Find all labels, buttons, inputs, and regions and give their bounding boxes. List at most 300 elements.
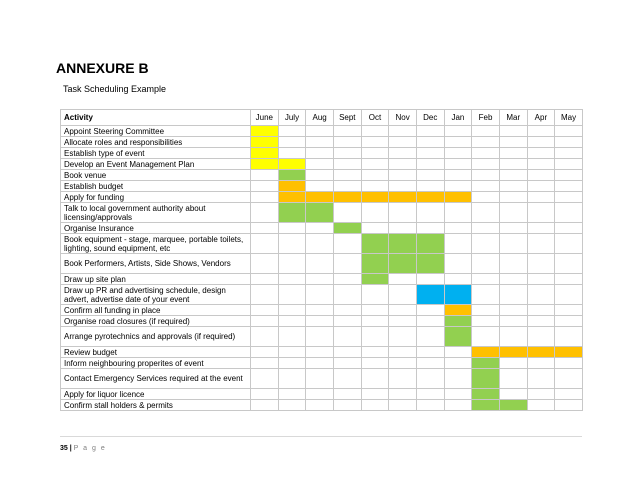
month-header: Dec: [416, 110, 444, 126]
schedule-empty-cell: [333, 137, 361, 148]
schedule-empty-cell: [472, 223, 500, 234]
schedule-empty-cell: [527, 327, 555, 347]
schedule-empty-cell: [444, 254, 472, 274]
schedule-empty-cell: [278, 137, 306, 148]
schedule-empty-cell: [251, 223, 279, 234]
schedule-empty-cell: [444, 126, 472, 137]
table-row: [61, 159, 583, 170]
schedule-bar-cell: [361, 254, 389, 274]
schedule-empty-cell: [333, 369, 361, 389]
schedule-empty-cell: [416, 137, 444, 148]
schedule-empty-cell: [416, 170, 444, 181]
activity-cell: Book equipment - stage, marquee, portable toilets, lighting, sound equipment, etc: [61, 234, 251, 254]
table-row: [61, 327, 583, 347]
month-header: Feb: [472, 110, 500, 126]
schedule-bar-cell: [333, 223, 361, 234]
schedule-empty-cell: [306, 223, 334, 234]
schedule-empty-cell: [333, 274, 361, 285]
schedule-empty-cell: [333, 203, 361, 223]
schedule-empty-cell: [306, 148, 334, 159]
schedule-empty-cell: [527, 254, 555, 274]
schedule-bar-cell: [472, 389, 500, 400]
schedule-empty-cell: [389, 159, 417, 170]
schedule-empty-cell: [333, 159, 361, 170]
schedule-empty-cell: [251, 327, 279, 347]
activity-cell: Draw up site plan: [61, 274, 251, 285]
schedule-empty-cell: [389, 316, 417, 327]
schedule-empty-cell: [555, 159, 583, 170]
schedule-empty-cell: [555, 327, 583, 347]
schedule-empty-cell: [527, 170, 555, 181]
schedule-empty-cell: [416, 148, 444, 159]
schedule-empty-cell: [278, 254, 306, 274]
schedule-empty-cell: [251, 305, 279, 316]
activity-cell: Draw up PR and advertising schedule, design advert, advertise date of your event: [61, 285, 251, 305]
schedule-empty-cell: [333, 181, 361, 192]
activity-cell: Apply for funding: [61, 192, 251, 203]
schedule-empty-cell: [527, 192, 555, 203]
schedule-empty-cell: [251, 234, 279, 254]
schedule-empty-cell: [499, 203, 527, 223]
schedule-bar-cell: [416, 285, 444, 305]
schedule-empty-cell: [444, 181, 472, 192]
schedule-empty-cell: [389, 389, 417, 400]
schedule-empty-cell: [527, 203, 555, 223]
schedule-empty-cell: [251, 400, 279, 411]
schedule-empty-cell: [306, 254, 334, 274]
schedule-empty-cell: [527, 148, 555, 159]
table-row: [61, 148, 583, 159]
schedule-empty-cell: [389, 274, 417, 285]
schedule-bar-cell: [444, 192, 472, 203]
schedule-empty-cell: [306, 400, 334, 411]
schedule-empty-cell: [444, 347, 472, 358]
schedule-empty-cell: [416, 305, 444, 316]
table-row: [61, 203, 583, 223]
schedule-empty-cell: [416, 316, 444, 327]
activity-cell: Organise road closures (if required): [61, 316, 251, 327]
table-row: [61, 254, 583, 274]
schedule-bar-cell: [251, 148, 279, 159]
schedule-empty-cell: [499, 316, 527, 327]
activity-cell: Develop an Event Management Plan: [61, 159, 251, 170]
activity-cell: Book Performers, Artists, Side Shows, Vendors: [61, 254, 251, 274]
schedule-empty-cell: [472, 285, 500, 305]
month-header: Nov: [389, 110, 417, 126]
table-row: [61, 369, 583, 389]
schedule-empty-cell: [527, 389, 555, 400]
schedule-empty-cell: [333, 254, 361, 274]
schedule-empty-cell: [472, 159, 500, 170]
schedule-empty-cell: [555, 369, 583, 389]
schedule-empty-cell: [527, 234, 555, 254]
schedule-empty-cell: [361, 305, 389, 316]
schedule-empty-cell: [389, 347, 417, 358]
table-row: [61, 358, 583, 369]
schedule-bar-cell: [278, 159, 306, 170]
schedule-empty-cell: [444, 148, 472, 159]
schedule-bar-cell: [389, 234, 417, 254]
table-row: [61, 400, 583, 411]
schedule-empty-cell: [306, 358, 334, 369]
schedule-empty-cell: [361, 148, 389, 159]
schedule-empty-cell: [389, 203, 417, 223]
schedule-empty-cell: [278, 358, 306, 369]
schedule-bar-cell: [361, 234, 389, 254]
task-schedule-table: [60, 109, 583, 411]
schedule-bar-cell: [472, 369, 500, 389]
schedule-empty-cell: [333, 347, 361, 358]
schedule-bar-cell: [416, 192, 444, 203]
schedule-empty-cell: [251, 389, 279, 400]
schedule-empty-cell: [306, 305, 334, 316]
schedule-empty-cell: [416, 126, 444, 137]
schedule-bar-cell: [416, 234, 444, 254]
schedule-empty-cell: [499, 137, 527, 148]
schedule-empty-cell: [278, 369, 306, 389]
schedule-bar-cell: [251, 126, 279, 137]
schedule-empty-cell: [251, 181, 279, 192]
schedule-empty-cell: [416, 400, 444, 411]
schedule-empty-cell: [306, 170, 334, 181]
schedule-empty-cell: [361, 285, 389, 305]
schedule-bar-cell: [472, 347, 500, 358]
schedule-empty-cell: [416, 389, 444, 400]
schedule-empty-cell: [278, 223, 306, 234]
schedule-empty-cell: [251, 254, 279, 274]
schedule-empty-cell: [499, 126, 527, 137]
table-row: [61, 285, 583, 305]
schedule-empty-cell: [306, 389, 334, 400]
schedule-empty-cell: [416, 159, 444, 170]
schedule-empty-cell: [251, 170, 279, 181]
footer-separator: |: [69, 445, 72, 452]
schedule-empty-cell: [361, 316, 389, 327]
schedule-empty-cell: [472, 234, 500, 254]
schedule-empty-cell: [278, 148, 306, 159]
activity-cell: Allocate roles and responsibilities: [61, 137, 251, 148]
schedule-empty-cell: [499, 223, 527, 234]
schedule-empty-cell: [389, 285, 417, 305]
schedule-empty-cell: [416, 369, 444, 389]
schedule-empty-cell: [499, 358, 527, 369]
activity-cell: Review budget: [61, 347, 251, 358]
table-header-row: [61, 110, 583, 126]
schedule-bar-cell: [444, 285, 472, 305]
schedule-empty-cell: [416, 358, 444, 369]
schedule-empty-cell: [333, 389, 361, 400]
activity-cell: Arrange pyrotechnics and approvals (if required): [61, 327, 251, 347]
schedule-empty-cell: [472, 137, 500, 148]
schedule-empty-cell: [555, 192, 583, 203]
schedule-bar-cell: [306, 203, 334, 223]
schedule-empty-cell: [333, 148, 361, 159]
schedule-empty-cell: [333, 285, 361, 305]
schedule-bar-cell: [472, 358, 500, 369]
schedule-empty-cell: [251, 358, 279, 369]
schedule-empty-cell: [555, 234, 583, 254]
schedule-empty-cell: [333, 234, 361, 254]
schedule-empty-cell: [555, 170, 583, 181]
schedule-empty-cell: [306, 234, 334, 254]
activity-cell: Book venue: [61, 170, 251, 181]
schedule-empty-cell: [333, 327, 361, 347]
activity-header: Activity: [61, 110, 251, 126]
schedule-empty-cell: [278, 316, 306, 327]
table-body: [61, 126, 583, 411]
schedule-empty-cell: [527, 274, 555, 285]
schedule-empty-cell: [361, 347, 389, 358]
schedule-empty-cell: [472, 181, 500, 192]
schedule-empty-cell: [306, 347, 334, 358]
schedule-empty-cell: [472, 327, 500, 347]
schedule-empty-cell: [555, 358, 583, 369]
activity-cell: Contact Emergency Services required at the event: [61, 369, 251, 389]
schedule-empty-cell: [389, 305, 417, 316]
schedule-empty-cell: [278, 285, 306, 305]
schedule-bar-cell: [499, 400, 527, 411]
schedule-empty-cell: [416, 327, 444, 347]
schedule-empty-cell: [251, 203, 279, 223]
schedule-empty-cell: [389, 126, 417, 137]
schedule-empty-cell: [306, 369, 334, 389]
schedule-empty-cell: [361, 170, 389, 181]
schedule-empty-cell: [389, 327, 417, 347]
schedule-bar-cell: [499, 347, 527, 358]
page-title: ANNEXURE B: [56, 60, 149, 76]
schedule-empty-cell: [472, 126, 500, 137]
schedule-empty-cell: [499, 254, 527, 274]
schedule-empty-cell: [527, 285, 555, 305]
schedule-empty-cell: [389, 369, 417, 389]
schedule-empty-cell: [333, 305, 361, 316]
schedule-empty-cell: [555, 148, 583, 159]
month-header: Mar: [499, 110, 527, 126]
schedule-empty-cell: [278, 234, 306, 254]
schedule-empty-cell: [499, 159, 527, 170]
activity-cell: Establish budget: [61, 181, 251, 192]
schedule-bar-cell: [278, 203, 306, 223]
month-header: Aug: [306, 110, 334, 126]
schedule-empty-cell: [444, 389, 472, 400]
schedule-empty-cell: [361, 126, 389, 137]
schedule-empty-cell: [499, 192, 527, 203]
schedule-empty-cell: [527, 223, 555, 234]
table-row: [61, 316, 583, 327]
schedule-bar-cell: [444, 305, 472, 316]
schedule-empty-cell: [527, 137, 555, 148]
schedule-empty-cell: [251, 369, 279, 389]
schedule-empty-cell: [306, 137, 334, 148]
table-row: [61, 181, 583, 192]
schedule-empty-cell: [472, 274, 500, 285]
schedule-empty-cell: [361, 159, 389, 170]
table-row: [61, 192, 583, 203]
schedule-empty-cell: [416, 274, 444, 285]
schedule-empty-cell: [555, 400, 583, 411]
schedule-empty-cell: [444, 203, 472, 223]
table-row: [61, 305, 583, 316]
schedule-bar-cell: [444, 327, 472, 347]
schedule-empty-cell: [527, 305, 555, 316]
schedule-empty-cell: [361, 203, 389, 223]
schedule-empty-cell: [555, 223, 583, 234]
schedule-empty-cell: [278, 327, 306, 347]
schedule-bar-cell: [527, 347, 555, 358]
table-row: [61, 234, 583, 254]
schedule-empty-cell: [472, 192, 500, 203]
schedule-empty-cell: [416, 223, 444, 234]
schedule-empty-cell: [306, 316, 334, 327]
schedule-empty-cell: [361, 327, 389, 347]
schedule-empty-cell: [333, 358, 361, 369]
activity-cell: Confirm all funding in place: [61, 305, 251, 316]
schedule-empty-cell: [278, 126, 306, 137]
schedule-empty-cell: [499, 305, 527, 316]
schedule-empty-cell: [333, 316, 361, 327]
schedule-empty-cell: [251, 347, 279, 358]
schedule-bar-cell: [278, 170, 306, 181]
schedule-bar-cell: [472, 400, 500, 411]
schedule-empty-cell: [555, 137, 583, 148]
schedule-empty-cell: [278, 400, 306, 411]
schedule-empty-cell: [278, 274, 306, 285]
schedule-empty-cell: [333, 170, 361, 181]
schedule-empty-cell: [278, 305, 306, 316]
schedule-bar-cell: [555, 347, 583, 358]
schedule-empty-cell: [499, 170, 527, 181]
activity-cell: Inform neighbouring properites of event: [61, 358, 251, 369]
schedule-empty-cell: [555, 203, 583, 223]
schedule-empty-cell: [499, 389, 527, 400]
schedule-empty-cell: [527, 369, 555, 389]
schedule-empty-cell: [361, 223, 389, 234]
table-row: [61, 137, 583, 148]
table-row: [61, 274, 583, 285]
month-header: Sept: [333, 110, 361, 126]
schedule-empty-cell: [416, 347, 444, 358]
schedule-empty-cell: [444, 369, 472, 389]
schedule-empty-cell: [251, 285, 279, 305]
schedule-bar-cell: [389, 254, 417, 274]
schedule-empty-cell: [499, 181, 527, 192]
schedule-empty-cell: [251, 274, 279, 285]
schedule-empty-cell: [555, 181, 583, 192]
schedule-empty-cell: [361, 181, 389, 192]
schedule-empty-cell: [306, 159, 334, 170]
schedule-bar-cell: [306, 192, 334, 203]
activity-cell: Organise Insurance: [61, 223, 251, 234]
schedule-empty-cell: [499, 285, 527, 305]
month-header: May: [555, 110, 583, 126]
schedule-empty-cell: [251, 316, 279, 327]
schedule-empty-cell: [527, 126, 555, 137]
schedule-empty-cell: [278, 347, 306, 358]
table-row: [61, 223, 583, 234]
schedule-empty-cell: [527, 400, 555, 411]
schedule-bar-cell: [251, 137, 279, 148]
table-row: [61, 126, 583, 137]
schedule-empty-cell: [555, 305, 583, 316]
activity-cell: Establish type of event: [61, 148, 251, 159]
activity-cell: Apply for liquor licence: [61, 389, 251, 400]
schedule-empty-cell: [389, 400, 417, 411]
schedule-empty-cell: [361, 369, 389, 389]
schedule-empty-cell: [306, 126, 334, 137]
schedule-bar-cell: [361, 192, 389, 203]
schedule-empty-cell: [278, 389, 306, 400]
month-header: June: [251, 110, 279, 126]
schedule-empty-cell: [361, 400, 389, 411]
schedule-empty-cell: [527, 181, 555, 192]
schedule-empty-cell: [389, 223, 417, 234]
schedule-empty-cell: [444, 137, 472, 148]
schedule-empty-cell: [444, 358, 472, 369]
month-header: Jan: [444, 110, 472, 126]
schedule-empty-cell: [555, 274, 583, 285]
schedule-empty-cell: [527, 159, 555, 170]
schedule-bar-cell: [278, 192, 306, 203]
schedule-empty-cell: [389, 148, 417, 159]
schedule-empty-cell: [306, 274, 334, 285]
schedule-empty-cell: [499, 369, 527, 389]
schedule-empty-cell: [389, 137, 417, 148]
schedule-empty-cell: [555, 254, 583, 274]
schedule-empty-cell: [555, 285, 583, 305]
schedule-empty-cell: [306, 181, 334, 192]
schedule-empty-cell: [472, 148, 500, 159]
page-footer: [60, 436, 582, 452]
schedule-empty-cell: [472, 316, 500, 327]
schedule-empty-cell: [444, 274, 472, 285]
schedule-empty-cell: [472, 254, 500, 274]
schedule-empty-cell: [389, 181, 417, 192]
schedule-empty-cell: [444, 159, 472, 170]
schedule-empty-cell: [499, 274, 527, 285]
month-header: Oct: [361, 110, 389, 126]
schedule-empty-cell: [527, 358, 555, 369]
subtitle: Task Scheduling Example: [63, 84, 167, 94]
schedule-empty-cell: [389, 170, 417, 181]
schedule-empty-cell: [555, 126, 583, 137]
month-header: Apr: [527, 110, 555, 126]
schedule-bar-cell: [361, 274, 389, 285]
page-word: P a g e: [73, 445, 107, 452]
schedule-empty-cell: [361, 137, 389, 148]
schedule-empty-cell: [555, 316, 583, 327]
page-number: 35: [60, 445, 68, 452]
schedule-empty-cell: [333, 400, 361, 411]
schedule-empty-cell: [389, 358, 417, 369]
schedule-bar-cell: [251, 159, 279, 170]
schedule-empty-cell: [472, 170, 500, 181]
schedule-empty-cell: [444, 234, 472, 254]
schedule-empty-cell: [333, 126, 361, 137]
schedule-empty-cell: [444, 400, 472, 411]
table-row: [61, 170, 583, 181]
schedule-empty-cell: [472, 305, 500, 316]
schedule-empty-cell: [499, 327, 527, 347]
schedule-bar-cell: [389, 192, 417, 203]
schedule-empty-cell: [361, 358, 389, 369]
activity-cell: Confirm stall holders & permits: [61, 400, 251, 411]
schedule-bar-cell: [416, 254, 444, 274]
schedule-empty-cell: [499, 234, 527, 254]
schedule-bar-cell: [444, 316, 472, 327]
activity-cell: Appoint Steering Committee: [61, 126, 251, 137]
schedule-empty-cell: [416, 181, 444, 192]
table-row: [61, 389, 583, 400]
